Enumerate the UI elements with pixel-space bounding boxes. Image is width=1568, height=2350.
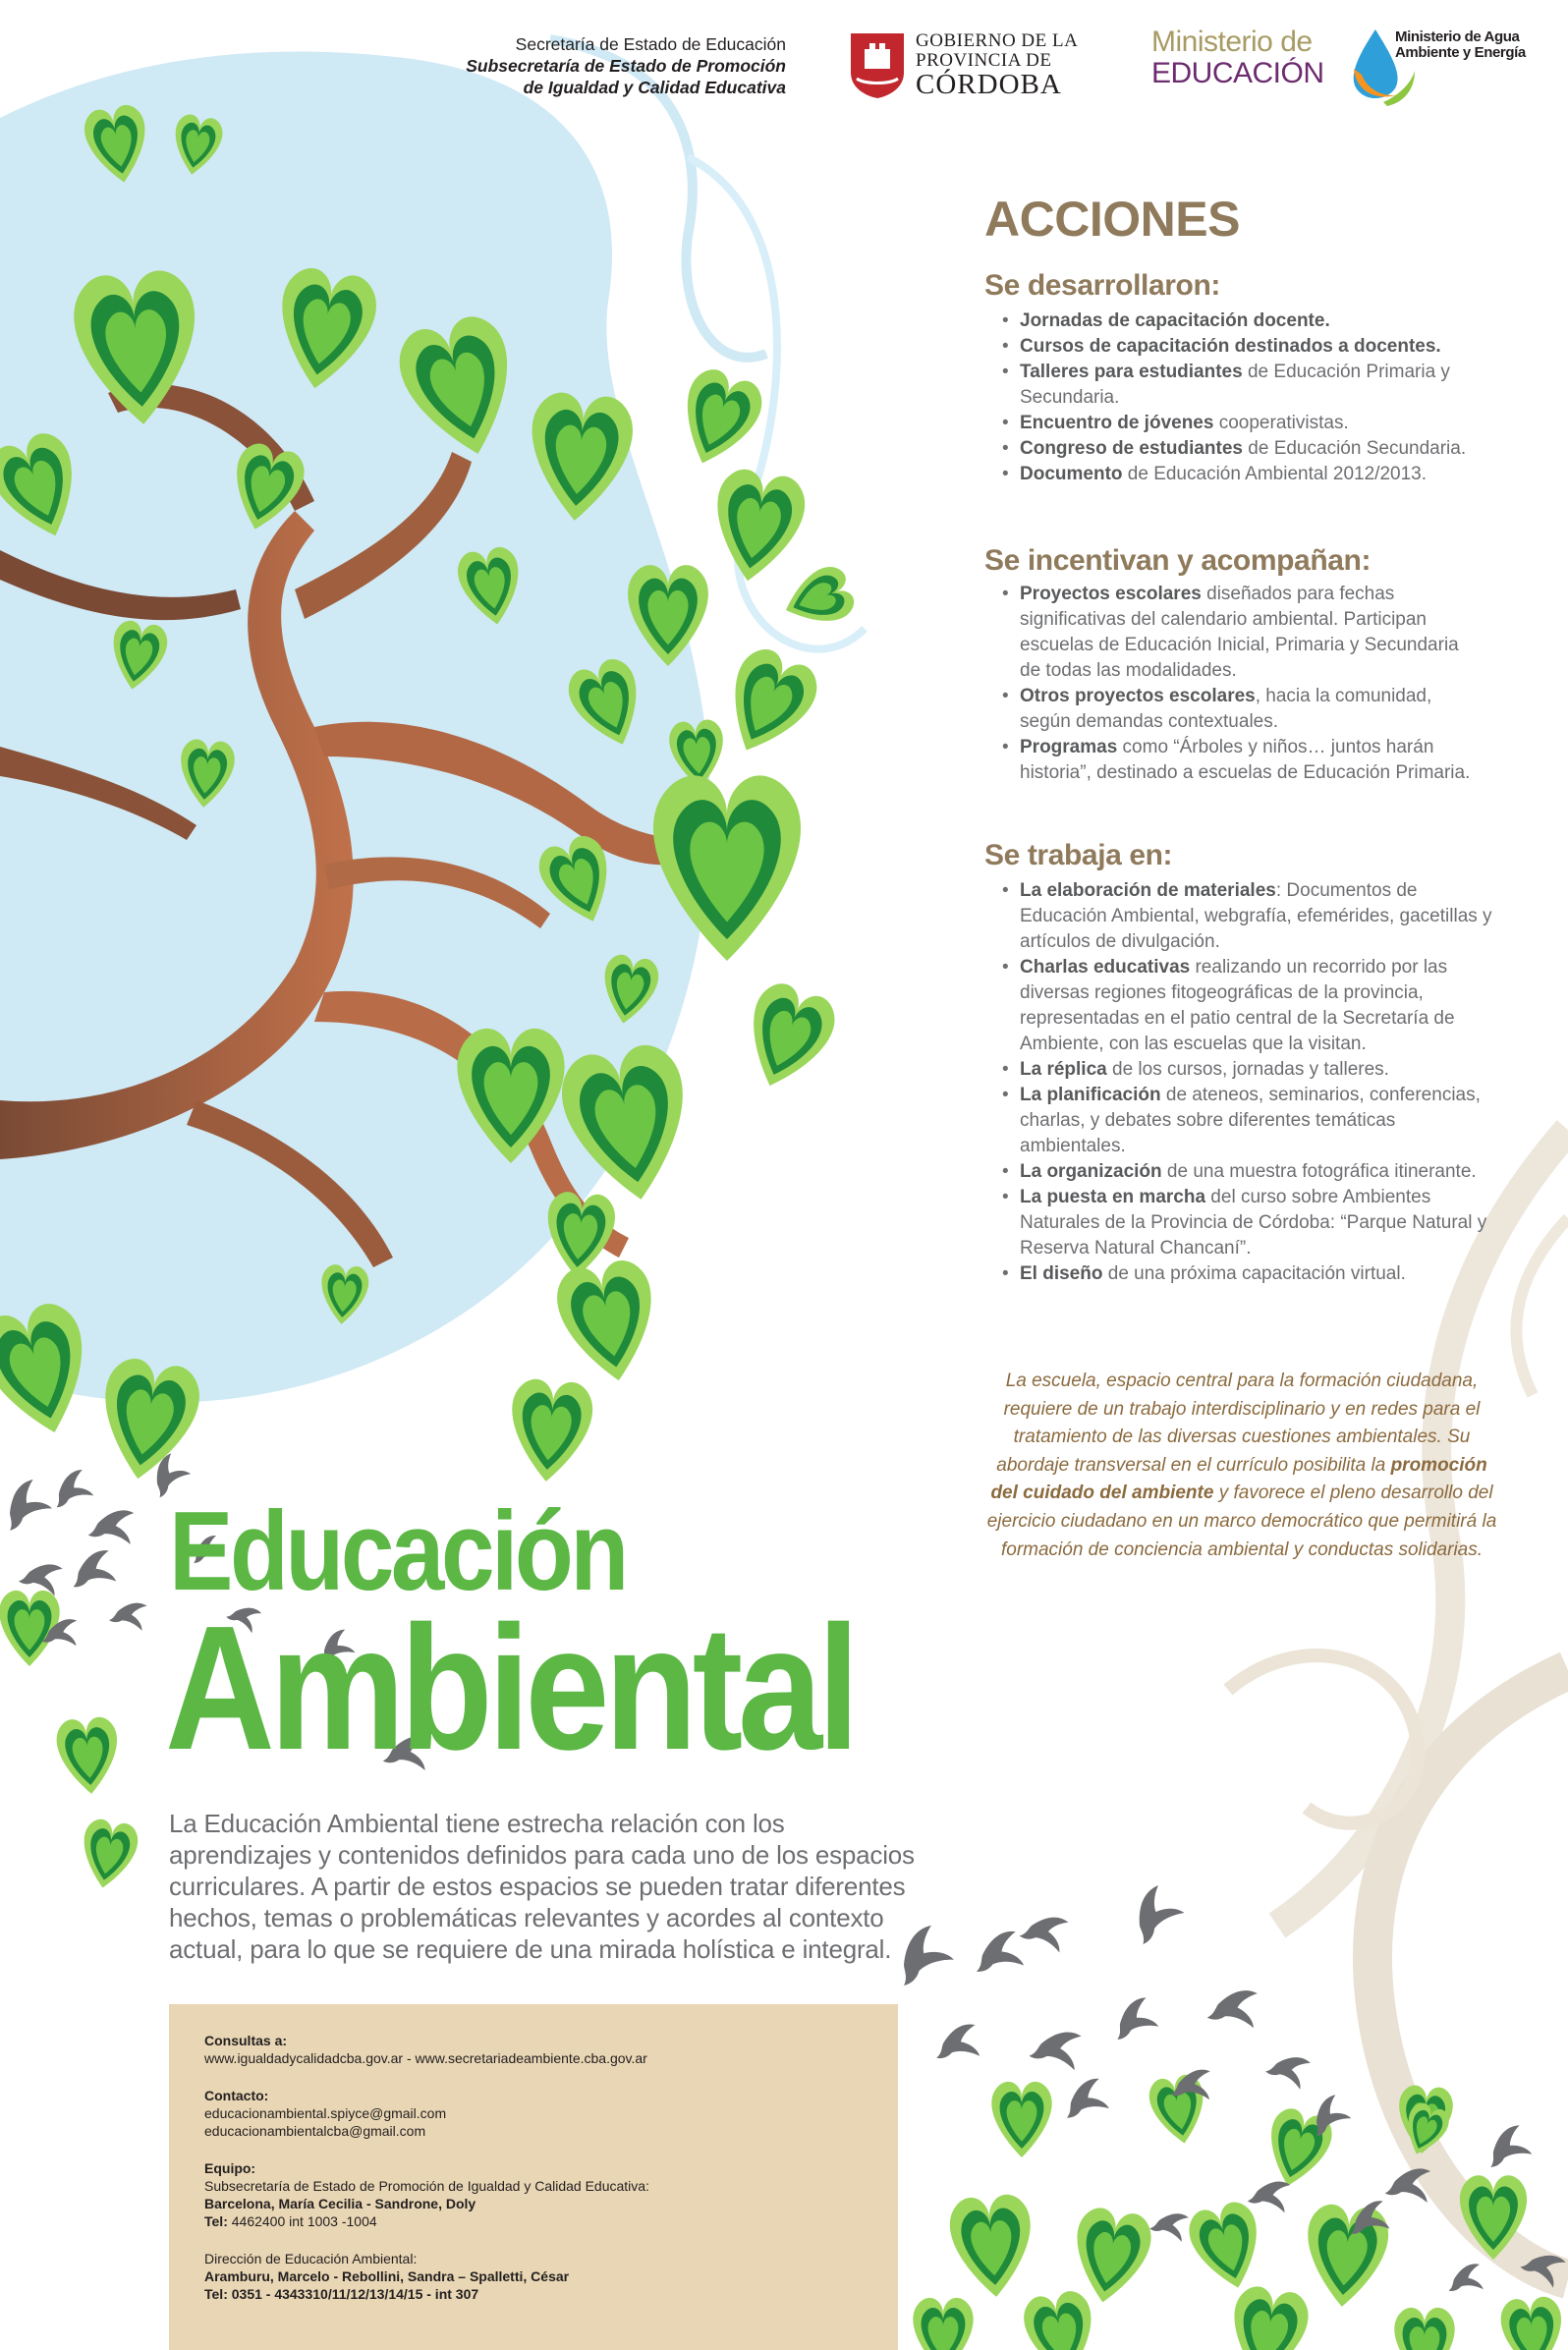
accion-item-bold: La planificación [1020, 1085, 1161, 1105]
accion-item-bold: Proyectos escolares [1020, 584, 1202, 604]
accion-item-text: , hacia la comunidad, según demandas contextuales. [1020, 686, 1432, 732]
accion-item-bold: Charlas educativas [1020, 957, 1191, 978]
gobierno-line: GOBIERNO DE LA [916, 30, 1079, 51]
quote-part-2: y favorece el pleno desarrollo del ejercicio ciudadano en un marco democrático que permitirá la formación de conciencia ambiental y conductas solidarias. [986, 1483, 1497, 1560]
ministerio-line: Ministerio de [1151, 26, 1313, 58]
equipo-label: Equipo: [204, 2160, 256, 2176]
subsecretaria-line-2: de Igualdad y Calidad Educativa [523, 78, 786, 97]
agua-line: Ministerio de Agua [1395, 28, 1520, 45]
equipo-tel [204, 2212, 882, 2230]
accion-item-bold: Programas [1020, 737, 1118, 757]
accion-item [1002, 436, 1493, 462]
title-educacion: Educación [169, 1489, 626, 1614]
accion-item [1002, 308, 1493, 334]
accion-item-bold: La organización [1020, 1161, 1162, 1182]
accion-item-text: realizando un recorrido por las diversas regiones fitogeográficas de la provincia, representadas en el patio central de la Secretaría de Ambiente, con las escuelas que la visitan. [1020, 957, 1455, 1054]
section-heading-trabaja: Se trabaja en: [984, 839, 1173, 871]
accion-item [1002, 1057, 1493, 1083]
accion-item-bold: Talleres para estudiantes [1020, 362, 1243, 382]
accion-item [1002, 360, 1493, 411]
accion-item-text: cooperativistas. [1213, 413, 1349, 433]
ambiente-line: Ambiente y Energía [1395, 44, 1526, 61]
direccion-names: Aramburu, Marcelo - Rebollini, Sandra – Spalletti, César [204, 2268, 570, 2284]
accion-item [1002, 334, 1493, 360]
quote-emphasis: promoción del cuidado del ambiente [990, 1454, 1487, 1504]
accion-item-bold: Otros proyectos escolares [1020, 686, 1256, 706]
accion-item [1002, 955, 1493, 1057]
accion-item [1002, 684, 1484, 735]
accion-item-bold: Encuentro de jóvenes [1020, 413, 1214, 433]
contacto-label: Contacto: [204, 2088, 269, 2103]
accion-item-text: de una próxima capacitación virtual. [1102, 1263, 1406, 1284]
equipo-names: Barcelona, María Cecilia - Sandrone, Doly [204, 2196, 476, 2211]
provincia-line: PROVINCIA DE [916, 50, 1052, 71]
consultas-label: Consultas a: [204, 2033, 288, 2048]
accion-item-bold: La puesta en marcha [1020, 1187, 1206, 1207]
email-1[interactable]: educacionambiental.spiyce@gmail.com [204, 2105, 447, 2121]
desarrollaron-list [1002, 308, 1493, 487]
email-2[interactable]: educacionambientalcba@gmail.com [204, 2123, 426, 2139]
accion-item-bold: Jornadas de capacitación docente. [1020, 310, 1330, 331]
accion-item-text: como “Árboles y niños… juntos harán historia”, destinado a escuelas de Educación Primaria. [1020, 737, 1471, 783]
subsecretaria-line: Subsecretaría de Estado de Promoción [466, 56, 786, 76]
accion-item-text: de una muestra fotográfica itinerante. [1161, 1161, 1477, 1182]
accion-item [1002, 462, 1493, 487]
ministerio-agua-logo [1350, 26, 1566, 104]
accion-item-text: del curso sobre Ambientes Naturales de la Provincia de Córdoba: “Parque Natural y Reserva Natural Chancaní”. [1020, 1187, 1487, 1259]
accion-item [1002, 878, 1493, 955]
accion-item-text: diseñados para fechas significativas del calendario ambiental. Participan escuelas de Educación Inicial, Primaria y Secundaria de todas las modalidades. [1020, 584, 1459, 681]
secretaria-header [324, 33, 786, 98]
incentivan-list [1002, 582, 1484, 786]
section-heading-desarrollaron: Se desarrollaron: [984, 269, 1220, 302]
accion-item [1002, 1185, 1493, 1261]
equipo-tel-label: Tel: [204, 2213, 228, 2229]
accion-item-text: de ateneos, seminarios, conferencias, charlas, y debates sobre diferentes temáticas ambientales. [1020, 1085, 1481, 1156]
equipo-subsecretaria: Subsecretaría de Estado de Promoción de Igualdad y Calidad Educativa: [204, 2178, 649, 2194]
cordoba-line: CÓRDOBA [916, 69, 1062, 100]
escuela-quote [982, 1368, 1501, 1564]
accion-item [1002, 582, 1484, 684]
accion-item-text: de Educación Primaria y Secundaria. [1020, 362, 1450, 408]
accion-item-bold: Cursos de capacitación destinados a docentes. [1020, 336, 1441, 357]
intro-paragraph: La Educación Ambiental tiene estrecha relación con los aprendizajes y contenidos definidos para cada uno de los espacios curriculares. A partir de estos espacios se pueden tratar diferentes hechos, temas o problemáticas relevantes y acordes al contexto actual, para lo que se requiere de una mirada holística e integral. [169, 1809, 915, 1964]
educacion-line: EDUCACIÓN [1151, 57, 1324, 89]
section-heading-incentivan: Se incentivan y acompañan: [984, 544, 1372, 577]
secretaria-line: Secretaría de Estado de Educación [515, 34, 786, 54]
quote-part-1: La escuela, espacio central para la formación ciudadana, requiere de un trabajo interdisciplinario y en redes para el tratamiento de las diversas cuestiones ambientales. Su abordaje transversal en el currículo posibilita la [996, 1371, 1481, 1476]
accion-item-bold: Documento [1020, 464, 1123, 484]
accion-item-bold: Congreso de estudiantes [1020, 438, 1243, 459]
accion-item-bold: La elaboración de materiales [1020, 880, 1276, 901]
accion-item-text: de los cursos, jornadas y talleres. [1106, 1059, 1389, 1080]
direccion-label: Dirección de Educación Ambiental: [204, 2251, 418, 2266]
accion-item [1002, 411, 1493, 436]
acciones-title: ACCIONES [984, 192, 1240, 247]
accion-item-text: de Educación Ambiental 2012/2013. [1122, 464, 1428, 484]
ministerio-educacion-logo [1151, 26, 1324, 90]
consultas-links[interactable]: www.igualdadycalidadcba.gov.ar - www.secretariadeambiente.cba.gov.ar [204, 2050, 647, 2066]
accion-item [1002, 735, 1484, 786]
accion-item [1002, 1261, 1493, 1287]
gobierno-cordoba-logo [851, 29, 1087, 98]
accion-item [1002, 1159, 1493, 1185]
equipo-tel-number: 4462400 int 1003 -1004 [227, 2213, 377, 2229]
accion-item-text: : Documentos de Educación Ambiental, webgrafía, efemérides, gacetillas y artículos de divulgación. [1020, 880, 1492, 952]
accion-item [1002, 1083, 1493, 1159]
trabaja-list [1002, 878, 1493, 1287]
accion-item-bold: El diseño [1020, 1263, 1103, 1284]
accion-item-bold: La réplica [1020, 1059, 1107, 1080]
direccion-tel: Tel: 0351 - 4343310/11/12/13/14/15 - int 307 [204, 2286, 479, 2302]
title-ambiental: Ambiental [165, 1590, 855, 1787]
contact-box [169, 2004, 898, 2350]
accion-item-text: de Educación Secundaria. [1243, 438, 1467, 459]
